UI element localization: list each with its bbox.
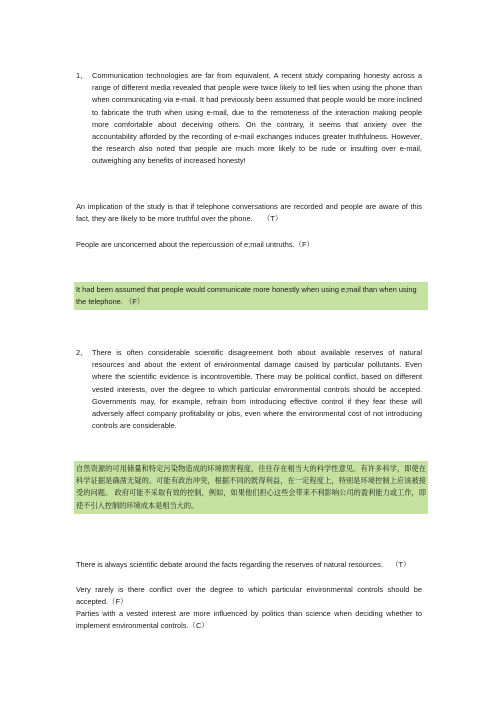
question-2-passage: There is often considerable scientific disagreement both about available reserves of natural resources and about the extent of environmental damage caused by particular pollutants. Even where the scientific evidence is incontrovertible. There may be political conflict, based on different vested interests, over the degree to which particular environmental controls should be accepted. Governments may, for example, refrain from introducing effective control if they fear these will adversely affect company profitability or jobs, even where the environmental cost of not introducing controls are considerable.: [92, 348, 422, 431]
q1-statement-2: People are unconcerned about the repercussion of e;mail untruths.（F）: [76, 240, 314, 249]
question-1-number: 1、: [76, 71, 88, 80]
question-2-number: 2、: [76, 348, 88, 357]
question-1-passage: Communication technologies are far from equivalent. A recent study comparing honesty across a range of different media revealed that people were twice likely to tell lies when using the phone than when communicating via e-mail. It had previously been assumed that people would be more inclined to fabricate the truth when using e-mail, due to the remoteness of the interaction making people more comfortable about deceiving others. On the contrary, it seems that anxiety over the accountability afforded by the recording of e-mail exchanges induces greater truthfulness. However, the research also noted that people are much more likely to be rude or insulting over e-mail, outweighing any benefits of increased honesty!: [92, 71, 422, 166]
question-1: [76, 70, 422, 168]
q2-translation: 自然资源的可用储量和特定污染物造成的环境损害程度，往往存在相当大的科学性意见。有许多科学，即使在科学证据是确凿无疑的。可能有政治冲突，根据不同的既得利益，在一定程度上，特别是环境控制上应该被接受的问题。 政府可能不采取有效的控制，例如，如果他们担心这些会带来不利影响公司的盈利能力或工作，即使不引入控制的环境成本是相当大的。: [76, 464, 426, 510]
q1-statement-3-highlighted: [74, 282, 428, 310]
q1-statement-1: An implication of the study is that if telephone conversations are recorded and people are aware of this fact, they are likely to be more truthful over the phone. （T）: [76, 202, 422, 224]
q2-statement-2: Very rarely is there conflict over the degree to which particular environmental controls should be accepted.（F）: [76, 585, 422, 607]
q1-statement-3: It had been assumed that people would communicate more honestly when using e;mail than when using the telephone. （F）: [76, 285, 417, 307]
q2-statement-1: There is always scientific debate around the facts regarding the reserves of natural resources. （T）: [76, 560, 411, 569]
question-2: [76, 347, 422, 432]
q2-statement-3: Parties with a vested interest are more influenced by politics than science when deciding whether to implement environmental controls.（C）: [76, 609, 422, 631]
q2-translation-highlighted: [74, 461, 428, 514]
